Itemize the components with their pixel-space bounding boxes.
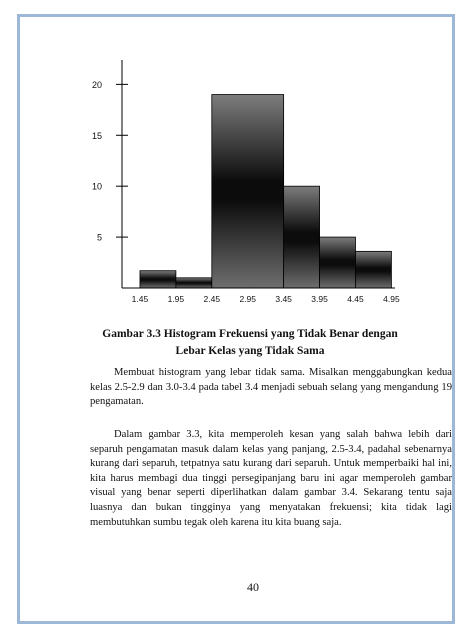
x-tick-label: 4.45 (347, 294, 364, 304)
x-tick-label: 3.45 (275, 294, 292, 304)
paragraph-1: Membuat histogram yang lebar tidak sama. Misalkan menggabungkan kedua kelas 2.5-2.9 dan 3.0-3.4 pada tabel 3.4 menjadi sebuah selang yang mengandung 19 pengamatan. (90, 367, 452, 408)
histogram-bar-4 (284, 186, 320, 288)
x-tick-label: 4.95 (383, 294, 400, 304)
histogram-bar-1 (140, 271, 176, 288)
x-tick-label: 1.95 (167, 294, 185, 304)
y-tick-label: 5 (96, 232, 102, 243)
x-tick-label: 1.45 (131, 294, 149, 304)
figure-caption-line-1: Gambar 3.3 Histogram Frekuensi yang Tidak Benar dengan (102, 328, 398, 340)
bars-layer (140, 95, 391, 288)
histogram-bar-3 (212, 95, 284, 288)
page-number: 40 (247, 580, 259, 594)
y-tick-label: 15 (91, 130, 102, 141)
y-tick-label: 10 (91, 181, 102, 192)
x-tick-label: 3.95 (311, 294, 328, 304)
x-tick-label: 2.95 (239, 294, 256, 304)
y-tick-label: 20 (91, 79, 102, 90)
histogram-bar-5 (320, 237, 356, 288)
figure-caption-line-2: Lebar Kelas yang Tidak Sama (175, 345, 325, 357)
paragraph-2: Dalam gambar 3.3, kita memperoleh kesan yang salah bahwa lebih dari separuh pengamatan masuk dalam kelas yang panjang, 2.5-3.4, padahal sebenarnya kurang dari separuh, tetpatnya satu kurang dari separuh. Untuk memperbaiki hal ini, kita harus membagi dua tinggi persegipanjang baru ini agar memperoleh gambar visual yang benar seperti diperlihatkan dalam gambar 3.4. Sekarang tentu saja luasnya dan bukan tingginya yang menyatakan frekuensi; kita tidak lagi membutuhkan sumbu tegak oleh karena itu kita buang saja. (90, 429, 452, 528)
x-tick-label: 2.45 (203, 294, 221, 304)
histogram-bar-2 (176, 278, 212, 288)
histogram-bar-6 (355, 251, 391, 288)
